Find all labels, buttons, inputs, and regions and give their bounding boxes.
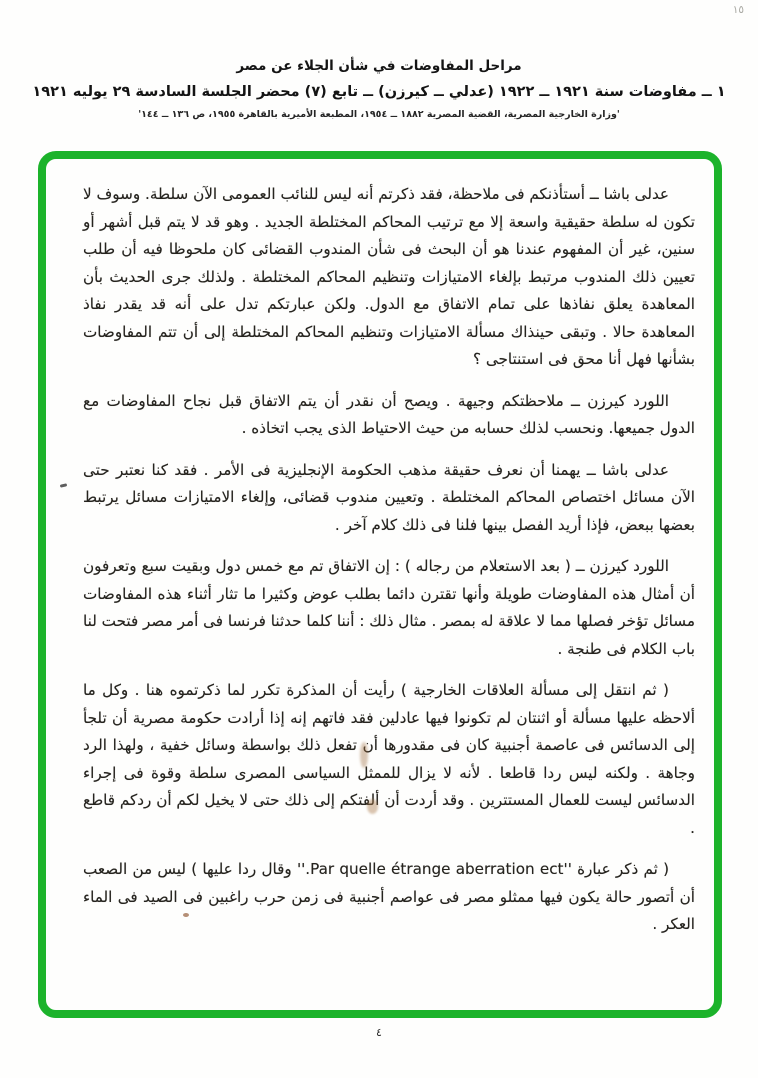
paragraph-adly-pasha-1: عدلى باشا ــ أستأذنكم فى ملاحظة، فقد ذكرتم أنه ليس للنائب العمومى الآن سلطة. وسوف لا تكون له سلطة حقيقية واسعة إلا مع ترتيب المحاكم المختلطة الجديد . وهو قد لا يتم قبل أشهر أو سنين، غير أن المفهوم عندنا هو أن البحث فى شأن المندوب القضائى كان ملحوظا فيه أن طلب تعيين ذلك المندوب مرتبط بإلغاء الامتيازات وتنظيم المحاكم المختلطة . ولذلك جرى الحديث بأن المعاهدة يعلق نفاذها على تمام الاتفاق مع الدول. ولكن عبارتكم تدل على أنه قد يقدر نفاذ المعاهدة حالا . وتبقى حينذاك مسألة الامتيازات وتنظيم المحاكم المختلطة إلى أن تتم المفاوضات بشأنها فهل أنا محق فى استنتاجى ؟ <box>83 185 695 368</box>
page-subtitle: ١ ــ مفاوضات سنة ١٩٢١ ــ ١٩٢٢ (عدلي ــ كيرزن) ــ تابع (٧) محضر الجلسة السادسة ٢٩ يوليه ١٩٢١ <box>32 84 726 100</box>
paragraph-adly-pasha-2: عدلى باشا ــ يهمنا أن نعرف حقيقة مذهب الحكومة الإنجليزية فى الأمر . فقد كنا نعتبر حتى الآن مسائل اختصاص المحاكم المختلطة . وتعيين مندوب قضائى، وإلغاء الامتيازات مسائل يرتبط بعضها ببعض، فإذا أريد الفصل بينها فلنا فى ذلك كلام آخر . <box>83 460 695 534</box>
bottom-page-number: ٤ <box>376 1026 382 1039</box>
paragraph-lord-curzon-2: اللورد كيرزن ــ ( بعد الاستعلام من رجاله ) : إن الاتفاق تم مع خمس دول وبقيت سبع وتعرفون أن أمثال هذه المفاوضات طويلة وأنها تقترن دائما بطلب عوض وكثيرا ما تثار أثناء هذه المفاوضات مسائل تؤخر فصلها مما لا علاقة له بمصر . مثال ذلك : أننا كلما حدثنا فرنسا فى أمر مصر فتحت لنا باب الكلام فى طنجة . <box>83 557 695 658</box>
paragraph-foreign-relations: ( ثم انتقل إلى مسألة العلاقات الخارجية ) رأيت أن المذكرة تكرر لما ذكرتموه هنا . وكل ما ألاحظه عليها مسألة أو اثنتان لم تكونوا فيها عادلين فقد فاتهم إنه إذا أرادت حكومة مصرية أن تلجأ إلى الدسائس فى عاصمة أجنبية كان فى مقدورها أن تفعل ذلك بواسطة وسائل خفية ، ولهذا الرد وجاهة . ولكنه ليس ردا قاطعا . لأنه لا يزال للممثل السياسى المصرى سلطة وقوة فى إجراء الدسائس ليست للعمال المستترين . وقد أردت أن ألفتكم إلى ذلك حتى لا يخيل لكم أن ردكم قاطع . <box>83 681 695 837</box>
page-title: مراحل المفاوضات في شأن الجلاء عن مصر <box>236 58 522 74</box>
source-citation: 'وزارة الخارجية المصرية، القضية المصرية ١٨٨٢ ــ ١٩٥٤، المطبعة الأميرية بالقاهرة ١٩٥٥، ص ١٣٦ ــ ١٤٤' <box>138 109 620 120</box>
document-header <box>0 58 758 120</box>
paragraph-lord-curzon-1: اللورد كيرزن ــ ملاحظتكم وجيهة . ويصح أن نقدر أن يتم الاتفاق قبل نجاح المفاوضات مع الدول جميعها. ونحسب لذلك حسابه من حيث الاحتياط الذى يجب اتخاذه . <box>83 391 695 437</box>
document-body <box>83 181 695 953</box>
corner-page-number: ١٥ <box>732 4 744 16</box>
paragraph-french-quote: ( ثم ذكر عبارة ''Par quelle étrange aberration ect.'' وقال ردا عليها ) ليس من الصعب أن أتصور حالة يكون فيها ممثلو مصر فى عواصم أجنبية فى زمن حرب راغبين فى الصيد فى الماء العكر . <box>83 860 695 933</box>
